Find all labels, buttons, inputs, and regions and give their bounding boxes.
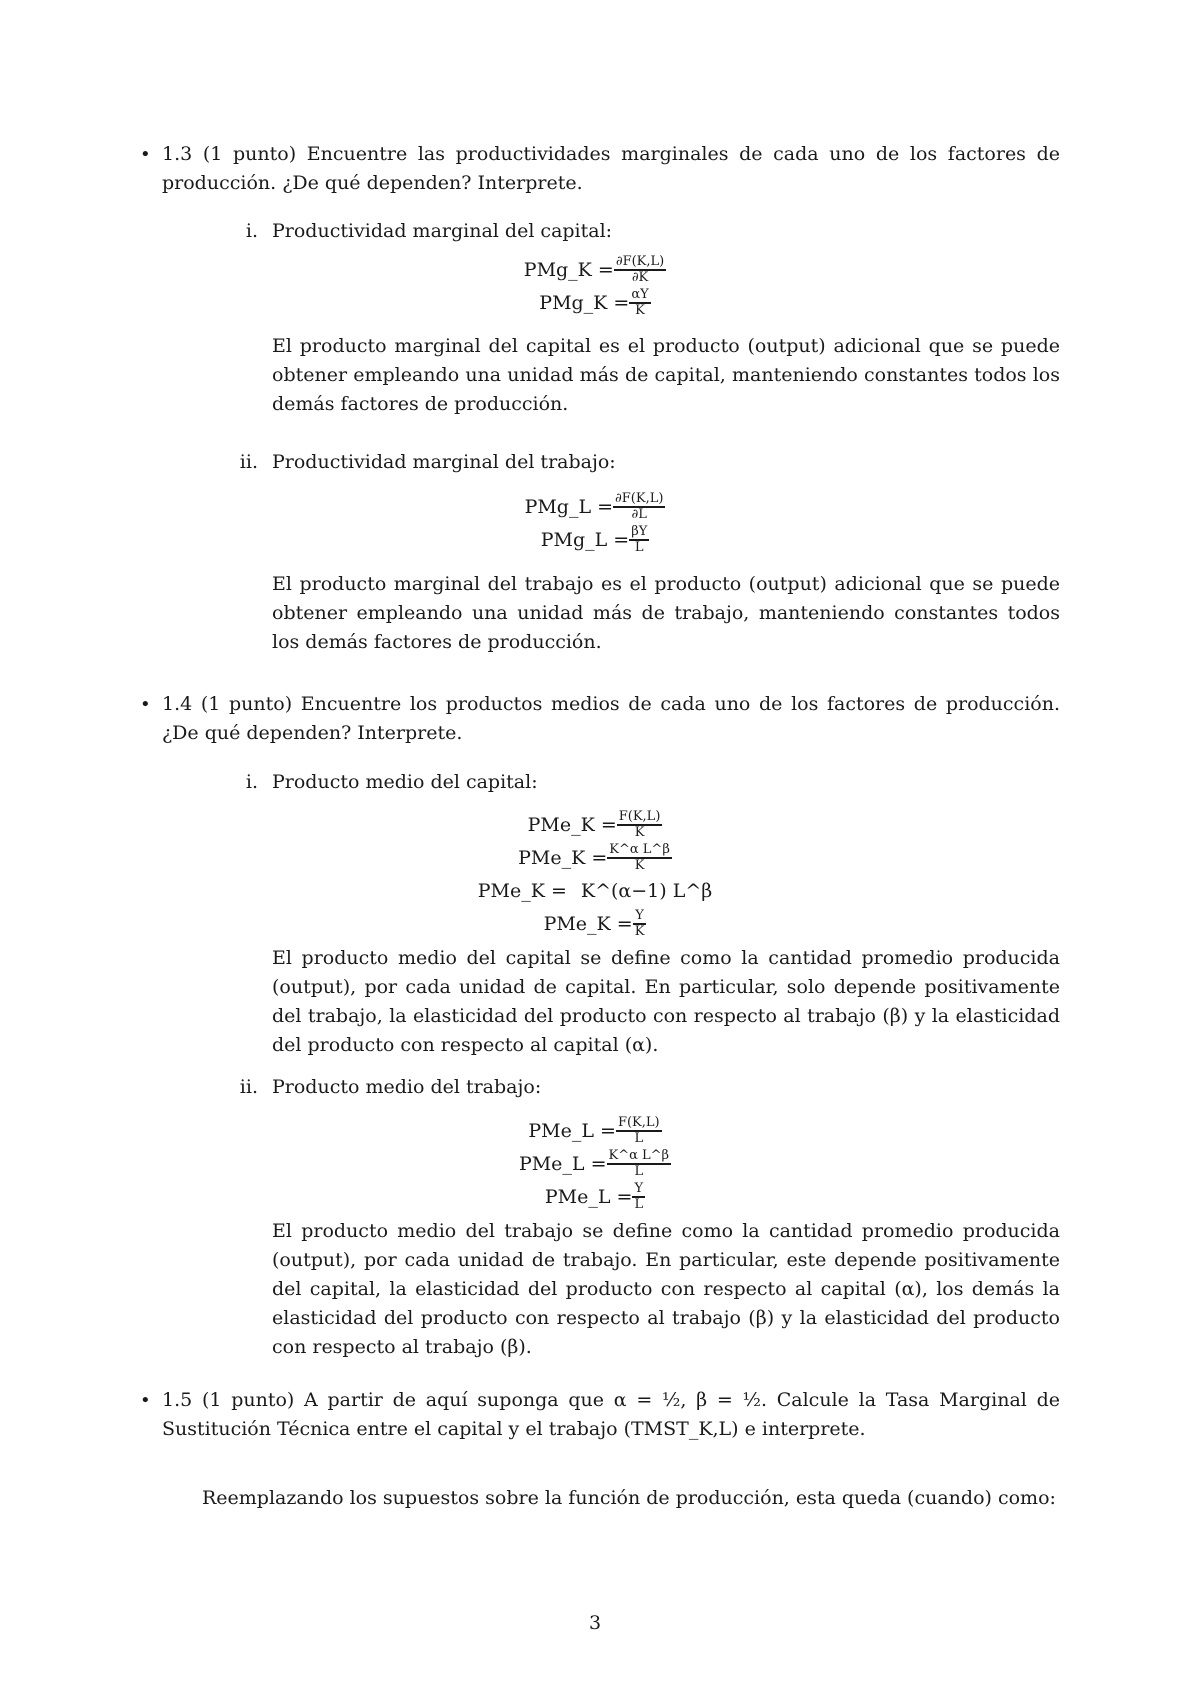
denominator: K <box>635 302 645 318</box>
fraction <box>607 843 672 873</box>
question-text: 1.5 (1 punto) A partir de aquí suponga que α = ½, β = ½. Calcule la Tasa Marginal de Sustitución Técnica entre el capital y el trabajo (TMST_K,L) e interprete. <box>162 1389 1060 1440</box>
explanation-text: El producto marginal del trabajo es el producto (output) adicional que se puede obtener empleando una unidad más de trabajo, manteniendo constantes todos los demás factores de producción. <box>272 573 1060 653</box>
equation <box>525 490 666 523</box>
fraction <box>613 492 665 522</box>
closing-text: Reemplazando los supuestos sobre la función de producción, esta queda (cuando) como: <box>202 1487 1056 1509</box>
numerator: Y <box>635 907 644 923</box>
denominator: L <box>634 1196 644 1212</box>
numerator: F(K,L) <box>618 808 661 824</box>
subsection-heading: Productividad marginal del capital: <box>272 220 613 242</box>
numerator: αY <box>631 286 649 302</box>
question-text: 1.3 (1 punto) Encuentre las productividades marginales de cada uno de los factores de producción. ¿De qué dependen? Interprete. <box>162 143 1060 194</box>
equation-lhs: PMe_L = <box>528 1119 616 1142</box>
fraction <box>632 1182 645 1212</box>
equation-lhs: PMg_L = <box>524 495 614 518</box>
equation-lhs: PMe_K = <box>527 813 617 836</box>
equation <box>518 841 672 874</box>
equation-lhs: PMe_L = <box>544 1185 633 1208</box>
equation-group <box>0 490 1190 556</box>
subsection-1-3-ii <box>228 448 1060 477</box>
denominator: K <box>634 824 645 840</box>
fraction <box>607 1149 672 1179</box>
equation-group <box>0 808 1190 940</box>
equation-group <box>0 253 1190 319</box>
question-1-3 <box>140 140 1060 198</box>
equation-lhs: PMg_L = <box>540 528 630 551</box>
denominator: ∂L <box>631 506 647 522</box>
equation <box>478 874 712 907</box>
denominator: K <box>634 923 645 939</box>
equation-lhs: PMe_K = <box>518 846 608 869</box>
subsection-1-3-i <box>228 217 1060 246</box>
fraction <box>633 909 647 939</box>
question-1-4 <box>140 690 1060 748</box>
subsection-1-4-ii <box>228 1073 1060 1102</box>
equation-rhs: K^(α−1) L^β <box>580 879 713 902</box>
subsection-text-block <box>228 570 1060 657</box>
equation-group <box>0 1114 1190 1213</box>
question-text: 1.4 (1 punto) Encuentre los productos medios de cada uno de los factores de producción. ¿De qué dependen? Interprete. <box>162 693 1060 744</box>
equation <box>545 1180 645 1213</box>
equation <box>541 523 650 556</box>
equation-lhs: PMe_K = <box>543 912 633 935</box>
question-1-5 <box>140 1386 1060 1444</box>
equation-lhs: PMe_L = <box>518 1152 607 1175</box>
roman-numeral: ii. <box>239 1076 258 1098</box>
denominator: L <box>634 539 644 555</box>
bullet: • <box>140 694 151 715</box>
fraction <box>614 255 666 285</box>
numerator: ∂F(K,L) <box>615 490 664 506</box>
fraction <box>629 525 649 555</box>
numerator: βY <box>631 523 648 539</box>
equation <box>528 1114 661 1147</box>
explanation-text: El producto medio del capital se define como la cantidad promedio producida (output), por cada unidad de capital. En particular, solo depende positivamente del trabajo, la elasticidad del producto con respecto al trabajo (β) y la elasticidad del producto con respecto al capital (α). <box>272 947 1060 1056</box>
roman-numeral: ii. <box>239 451 258 473</box>
subsection-heading: Producto medio del capital: <box>272 771 538 793</box>
page-number: 3 <box>588 1612 602 1634</box>
equation <box>539 286 650 319</box>
subsection-text-block <box>228 944 1060 1060</box>
fraction <box>616 1116 662 1146</box>
subsection-text-block <box>228 1217 1060 1362</box>
fraction <box>617 810 663 840</box>
numerator: F(K,L) <box>617 1114 660 1130</box>
equation-lhs: PMg_K = <box>539 291 630 314</box>
denominator: ∂K <box>631 269 649 285</box>
equation <box>544 907 647 940</box>
numerator: ∂F(K,L) <box>615 253 665 269</box>
denominator: K <box>634 857 645 873</box>
equation-lhs: PMg_K = <box>523 258 614 281</box>
roman-numeral: i. <box>245 220 258 242</box>
equation <box>524 253 666 286</box>
numerator: K^α L^β <box>608 1147 670 1163</box>
subsection-1-4-i <box>228 768 1060 797</box>
explanation-text: El producto medio del trabajo se define como la cantidad promedio producida (output), por cada unidad de trabajo. En particular, este depende positivamente del capital, la elasticidad del producto con respecto al capital (α), los demás la elasticidad del producto con respecto al trabajo (β) y la elasticidad del producto con respecto al trabajo (β). <box>272 1220 1060 1358</box>
equation-lhs: PMe_K = <box>477 879 567 902</box>
bullet: • <box>140 1390 151 1411</box>
subsection-heading: Productividad marginal del trabajo: <box>272 451 616 473</box>
closing-paragraph <box>202 1484 1060 1513</box>
fraction <box>629 288 650 318</box>
denominator: L <box>634 1130 644 1146</box>
equation <box>528 808 663 841</box>
subsection-text-block <box>228 332 1060 419</box>
denominator: L <box>634 1163 644 1179</box>
explanation-text: El producto marginal del capital es el producto (output) adicional que se puede obtener empleando una unidad más de capital, manteniendo constantes todos los demás factores de producción. <box>272 335 1060 415</box>
bullet: • <box>140 144 151 165</box>
numerator: K^α L^β <box>609 841 670 857</box>
numerator: Y <box>634 1180 644 1196</box>
subsection-heading: Producto medio del trabajo: <box>272 1076 542 1098</box>
equation <box>519 1147 671 1180</box>
roman-numeral: i. <box>245 771 258 793</box>
